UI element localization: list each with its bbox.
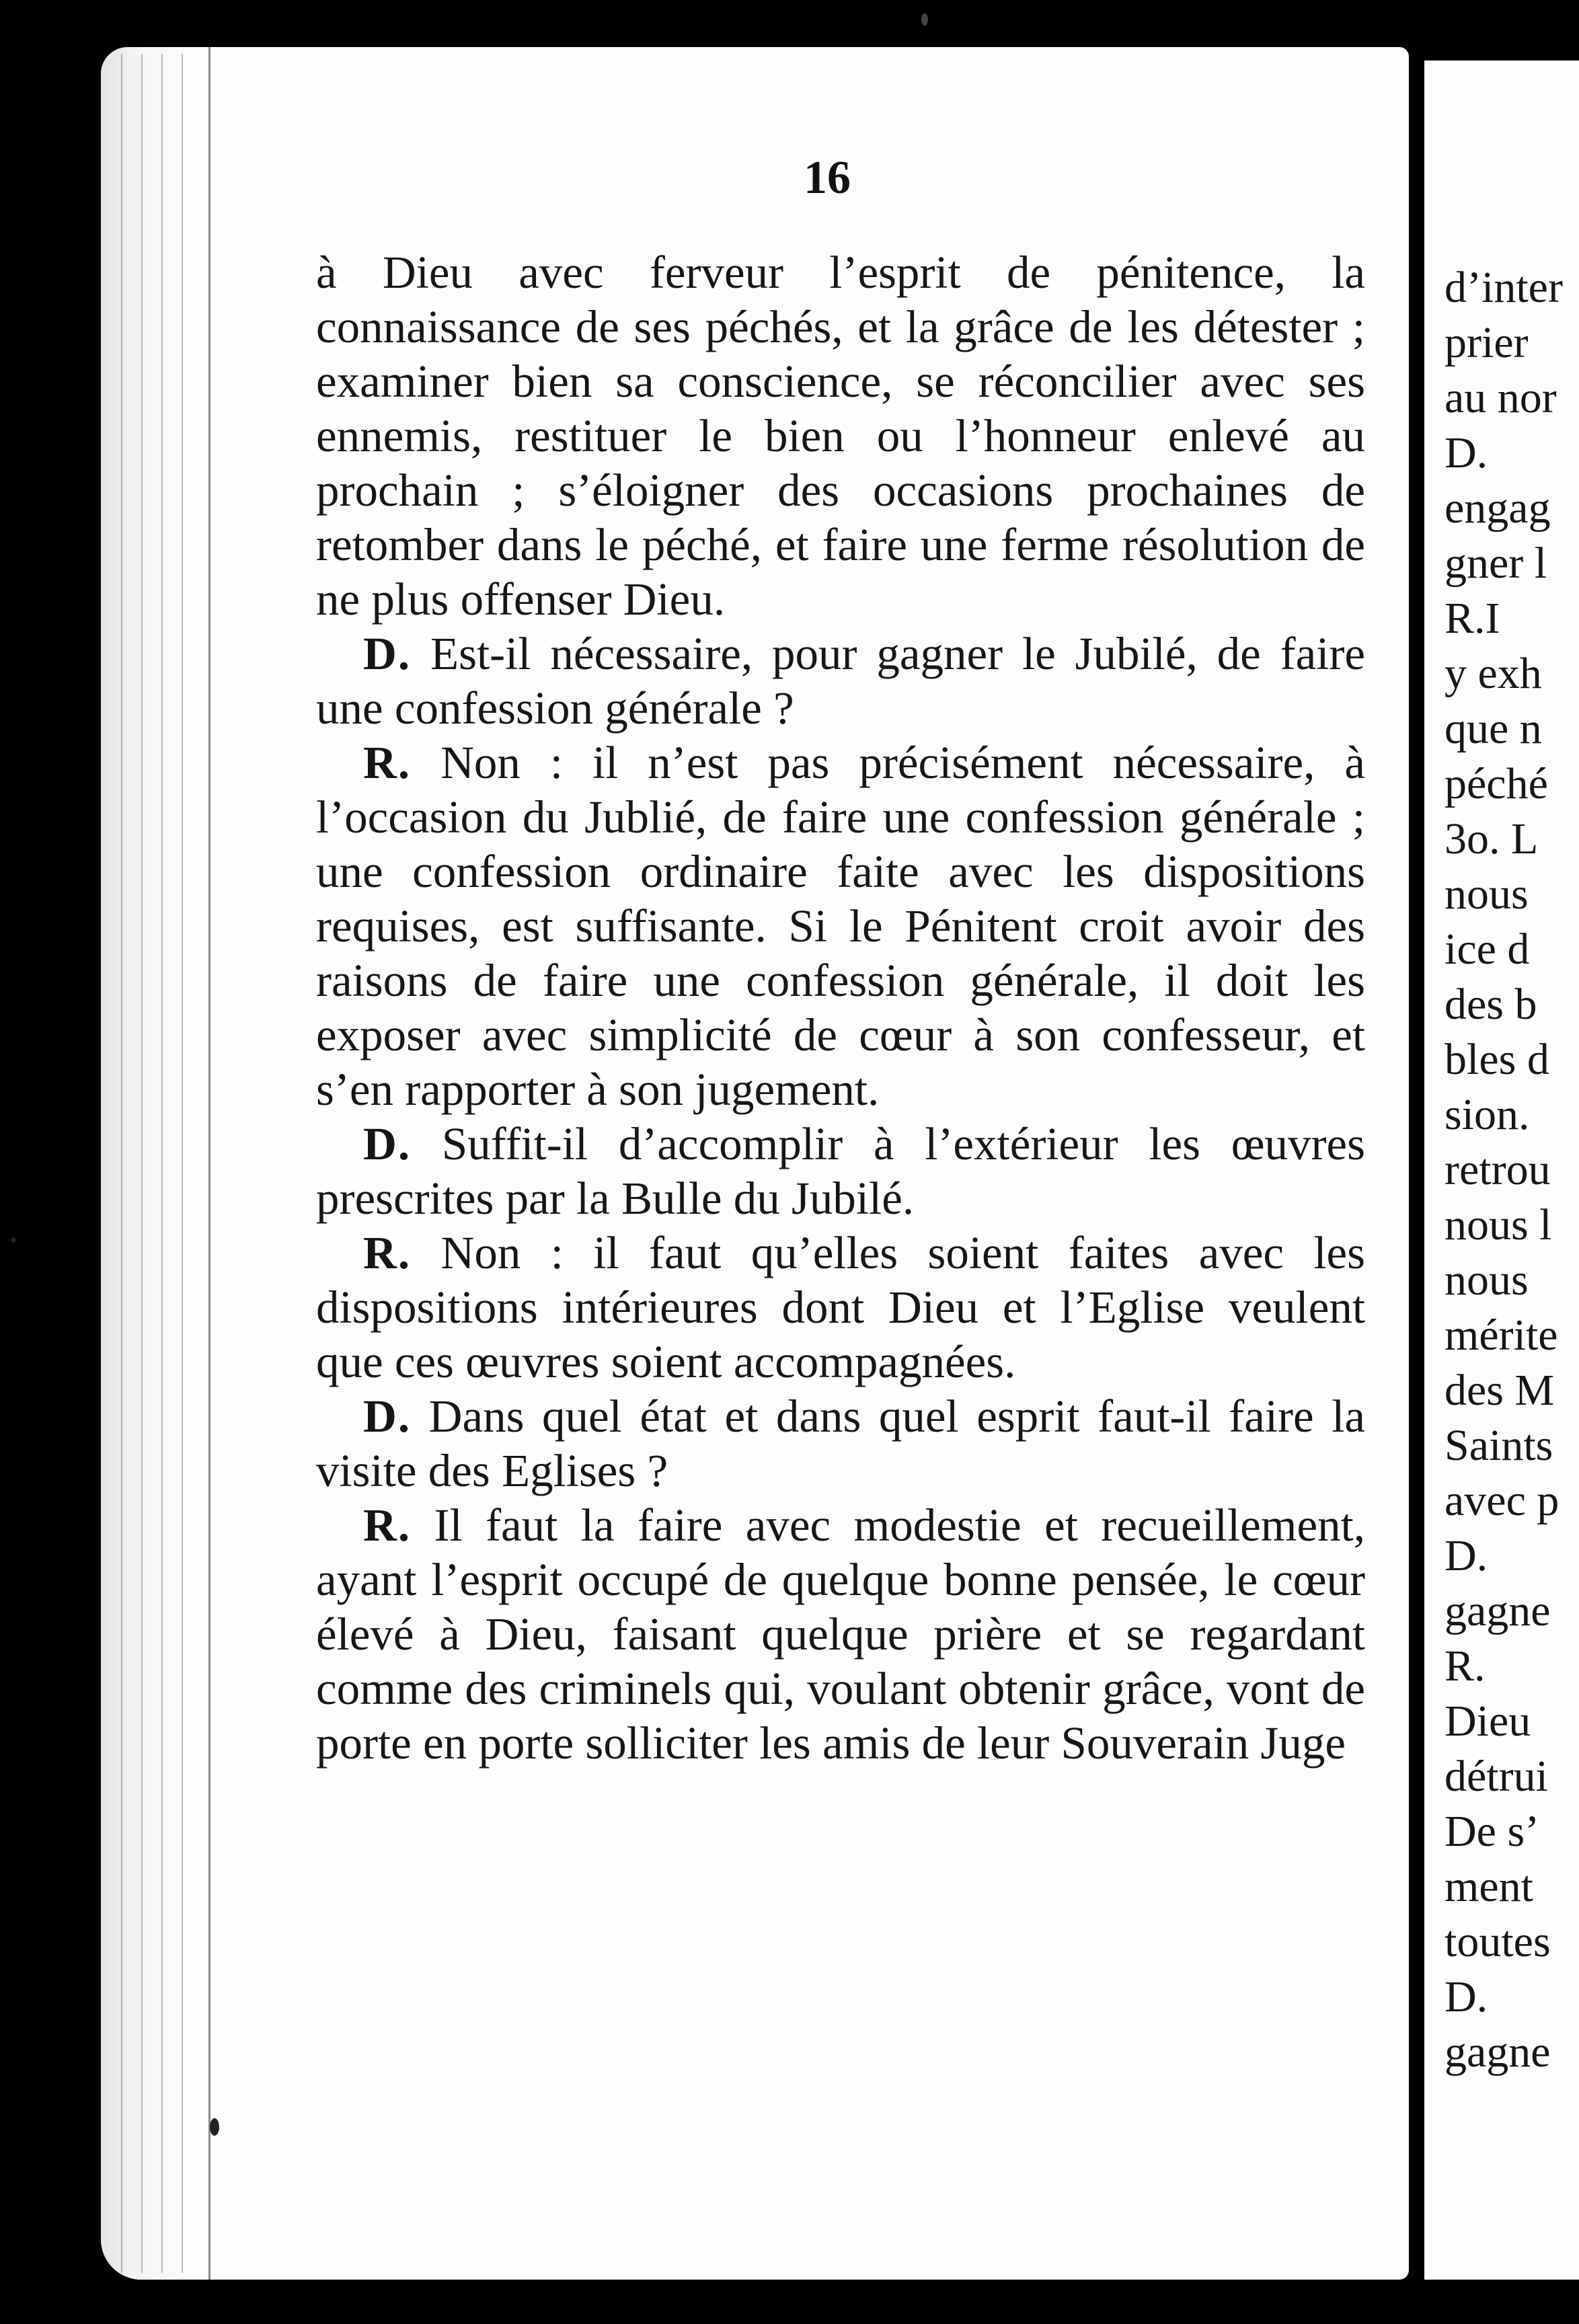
next-page-line: gner l [1445,539,1547,588]
scan-speck [921,13,928,26]
next-page-line: des b [1445,980,1537,1029]
answer-marker: R. [363,737,412,788]
next-page-line: détrui [1445,1752,1548,1801]
next-page-line: nous [1445,1255,1529,1305]
next-page-line: mérite [1445,1311,1558,1360]
next-page-line: ice d [1445,925,1530,974]
paragraph-text: Il faut la faire avec modestie et recueillement, ayant l’esprit occupé de quelque bonne pensée, le cœur élevé à Dieu, faisant quelque prière et se regardant comme des criminels qui, voulant obtenir grâce, vont de porte en porte solliciter les amis de leur Souverain Juge [316,1500,1366,1769]
paragraph-text: Suffit-il d’accomplir à l’extérieur les œuvres prescrites par la Bulle du Jubilé. [316,1118,1366,1224]
gutter-divider [1410,47,1424,2280]
next-page-line: des M [1445,1366,1555,1415]
next-page-line: nous l [1445,1200,1552,1249]
question-marker: D. [363,628,412,679]
paragraph-text: Dans quel état et dans quel esprit faut-il faire la visite des Eglises ? [316,1391,1366,1496]
next-page-line: gagne [1445,2027,1551,2077]
paragraph-text: à Dieu avec ferveur l’esprit de pénitence, la connaissance de ses péchés, et la grâce de les détester ; examiner bien sa conscience, se réconcilier avec ses ennemis, restituer le bien ou l’honneur enlevé au prochain ; s’éloigner des occasions prochaines de retomber dans le péché, et faire une ferme résolution de ne plus offenser Dieu. [316,247,1365,625]
next-page-edge [1424,61,1579,2280]
next-page-line: avec p [1445,1476,1559,1525]
next-page-line: gagne [1445,1586,1551,1635]
next-page-line: nous [1445,869,1529,919]
question-paragraph [316,1117,1365,1226]
question-marker: D. [363,1391,412,1442]
scan-speck [210,2118,219,2136]
page-body-text [316,245,1365,1771]
question-marker: D. [363,1118,412,1169]
question-paragraph [316,627,1365,736]
next-page-line: que n [1445,704,1542,753]
next-page-line: De s’ [1445,1807,1540,1856]
next-page-line: prier [1445,318,1529,367]
next-page-line: au nor [1445,373,1557,422]
scan-speck [11,1237,16,1243]
next-page-line: R.I [1445,594,1500,643]
next-page-line: Saints [1445,1421,1553,1470]
answer-marker: R. [363,1227,412,1278]
question-paragraph [316,1389,1365,1498]
page-number: 16 [804,152,851,204]
next-page-line: y exh [1445,649,1542,698]
next-page-line: D. [1445,428,1488,477]
next-page-line: R. [1445,1641,1486,1691]
next-page-line: péché [1445,759,1548,808]
paragraph-text: Est-il nécessaire, pour gagner le Jubilé, de faire une confession générale ? [316,628,1365,734]
answer-paragraph [316,736,1365,1117]
answer-paragraph [316,1226,1365,1389]
answer-paragraph [316,1498,1365,1771]
page-edge-stack [101,47,210,2280]
next-page-line: toutes [1445,1917,1551,1966]
paragraph-continuation [316,245,1365,627]
next-page-line: d’inter [1445,263,1563,312]
next-page-line: D. [1445,1972,1488,2021]
next-page-line: 3o. L [1445,814,1539,863]
paragraph-text: Non : il n’est pas précisément nécessaire, à l’occasion du Jublié, de faire une confession générale ; une confession ordinaire faite avec les dispositions requises, est suffisante. Si le Pénitent croit avoir des raisons de faire une confession générale, il doit les exposer avec simplicité de cœur à son confesseur, et s’en rapporter à son jugement. [316,737,1365,1115]
answer-marker: R. [363,1500,412,1551]
paragraph-text: Non : il faut qu’elles soient faites avec les dispositions intérieures dont Dieu et l’Eglise veulent que ces œuvres soient accompagnées. [316,1227,1365,1387]
next-page-line: ment [1445,1862,1533,1911]
next-page-line: Dieu [1445,1697,1531,1746]
next-page-line: bles d [1445,1035,1549,1084]
next-page-line: D. [1445,1531,1488,1580]
next-page-line: engag [1445,483,1551,533]
next-page-line: retrou [1445,1145,1551,1194]
next-page-line: sion. [1445,1090,1530,1139]
